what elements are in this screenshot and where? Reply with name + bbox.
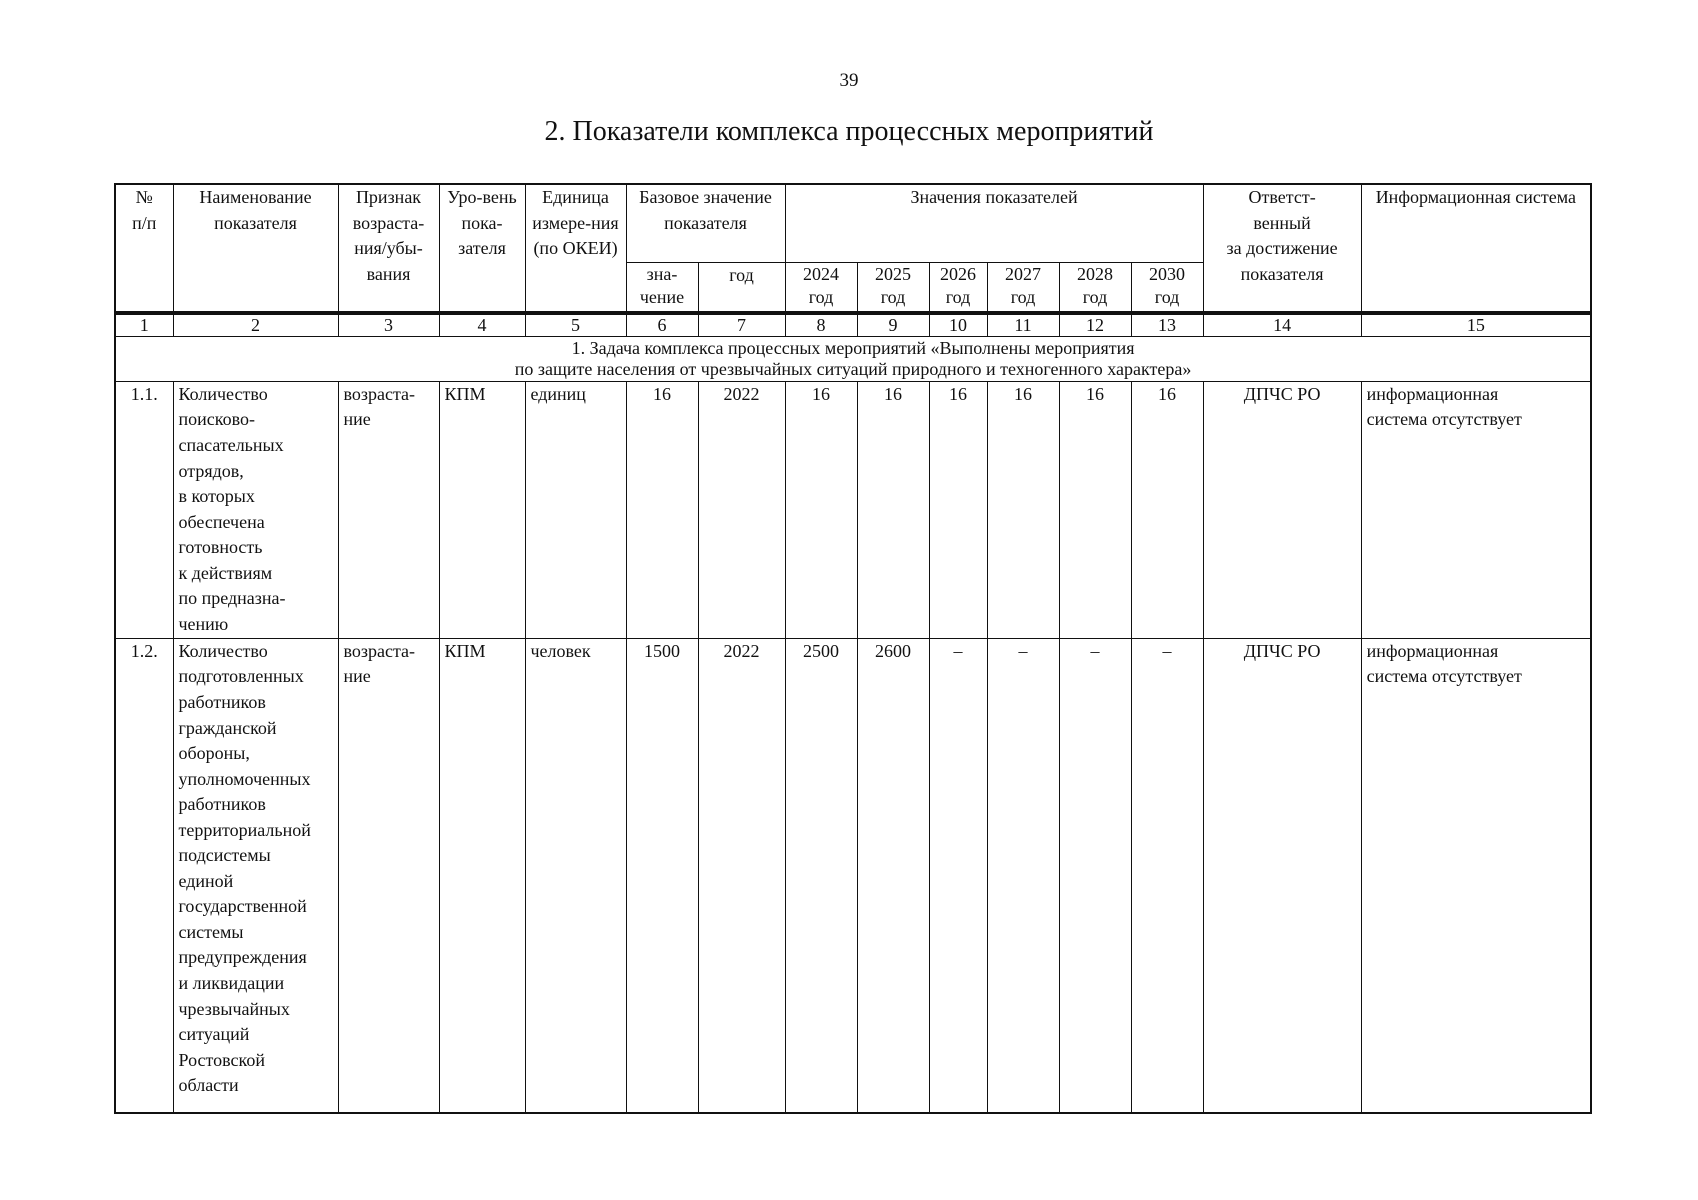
column-number: 12	[1059, 313, 1131, 336]
row-level: КПМ	[439, 381, 525, 638]
row-value: –	[1131, 638, 1203, 1113]
row-system: информационная система отсутствует	[1361, 638, 1591, 1113]
row-sign: возраста- ние	[338, 638, 439, 1113]
task-line: по защите населения от чрезвычайных ситуаций природного и техногенного характера»	[514, 359, 1192, 380]
header-year: 2026 год	[929, 262, 987, 313]
row-value: –	[929, 638, 987, 1113]
header-year: 2028 год	[1059, 262, 1131, 313]
row-unit: человек	[525, 638, 626, 1113]
table-row	[115, 381, 1591, 638]
row-sign: возраста- ние	[338, 381, 439, 638]
row-responsible: ДПЧС РО	[1203, 381, 1361, 638]
row-base-year: 2022	[698, 638, 785, 1113]
header-sign: Признак возраста-ния/убы-вания	[338, 184, 439, 313]
page-number: 39	[839, 70, 859, 91]
row-value: 16	[1131, 381, 1203, 638]
column-number: 13	[1131, 313, 1203, 336]
task-row	[115, 336, 1591, 381]
column-number: 7	[698, 313, 785, 336]
row-value: 16	[785, 381, 857, 638]
row-unit: единиц	[525, 381, 626, 638]
row-value: –	[987, 638, 1059, 1113]
column-number: 5	[525, 313, 626, 336]
row-base-year: 2022	[698, 381, 785, 638]
header-year: 2025 год	[857, 262, 929, 313]
row-base-value: 16	[626, 381, 698, 638]
row-level: КПМ	[439, 638, 525, 1113]
column-number: 3	[338, 313, 439, 336]
header-base-value: зна- чение	[626, 262, 698, 313]
row-no: 1.1.	[115, 381, 173, 638]
page-title: 2. Показатели комплекса процессных мероприятий	[544, 116, 1154, 147]
table-row	[115, 638, 1591, 1113]
column-number: 1	[115, 313, 173, 336]
column-number: 15	[1361, 313, 1591, 336]
header-year: 2024 год	[785, 262, 857, 313]
header-year: 2030 год	[1131, 262, 1203, 313]
row-value: 16	[857, 381, 929, 638]
header-base: Базовое значение показателя	[626, 184, 785, 262]
column-number: 2	[173, 313, 338, 336]
row-value: 16	[929, 381, 987, 638]
row-value: 2500	[785, 638, 857, 1113]
row-value: 2600	[857, 638, 929, 1113]
header-year: 2027 год	[987, 262, 1059, 313]
row-value: –	[1059, 638, 1131, 1113]
header-values: Значения показателей	[785, 184, 1203, 262]
row-responsible: ДПЧС РО	[1203, 638, 1361, 1113]
task-line: 1. Задача комплекса процессных мероприятий «Выполнены мероприятия	[571, 337, 1135, 358]
header-base-year: год	[698, 262, 785, 313]
row-value: 16	[987, 381, 1059, 638]
header-responsible: Ответст- венный за достижение показателя	[1203, 184, 1361, 313]
column-number: 14	[1203, 313, 1361, 336]
column-number: 9	[857, 313, 929, 336]
column-number: 6	[626, 313, 698, 336]
indicators-table	[114, 183, 1592, 1114]
row-value: 16	[1059, 381, 1131, 638]
row-base-value: 1500	[626, 638, 698, 1113]
column-number-row	[115, 313, 1591, 336]
task-heading	[115, 336, 1591, 381]
column-number: 10	[929, 313, 987, 336]
header-name: Наименование показателя	[173, 184, 338, 313]
row-no: 1.2.	[115, 638, 173, 1113]
column-number: 11	[987, 313, 1059, 336]
row-name: Количество подготовленных работников гражданской обороны, уполномоченных работников территориальной подсистемы единой государственной системы предупреждения и ликвидации чрезвычайных ситуаций Ростовской области	[173, 638, 338, 1113]
row-system: информационная система отсутствует	[1361, 381, 1591, 638]
row-name: Количество поисково- спасательных отрядов, в которых обеспечена готовность к действиям по предназна- чению	[173, 381, 338, 638]
column-number: 4	[439, 313, 525, 336]
header-system: Информационная система	[1361, 184, 1591, 313]
header-no: № п/п	[115, 184, 173, 313]
header-level: Уро-вень пока-зателя	[439, 184, 525, 313]
header-unit: Единица измере-ния (по ОКЕИ)	[525, 184, 626, 313]
column-number: 8	[785, 313, 857, 336]
